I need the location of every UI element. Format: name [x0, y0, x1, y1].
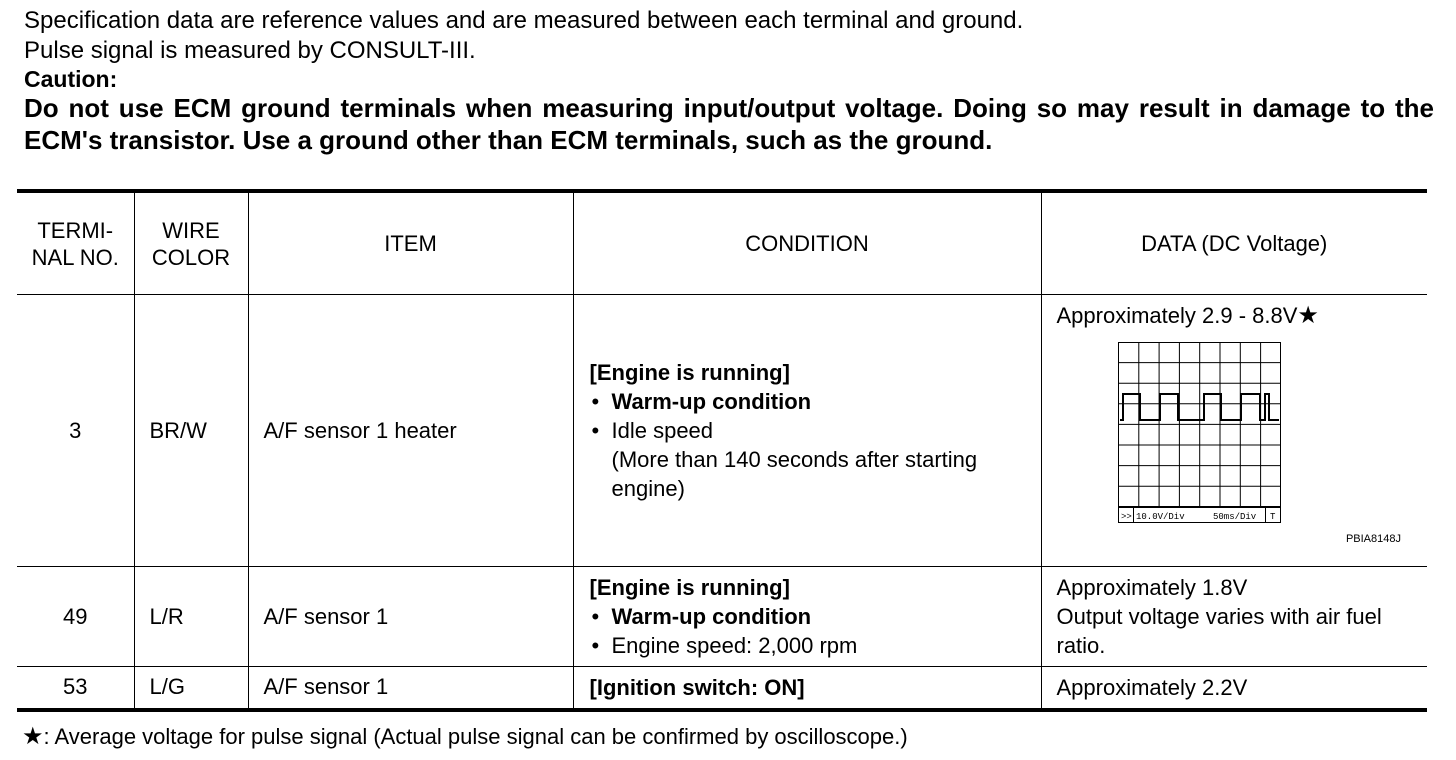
header-item: ITEM	[248, 191, 573, 295]
condition-head: [Engine is running]	[589, 575, 790, 600]
condition-bullet-note: (More than 140 seconds after starting engine)	[611, 447, 978, 501]
header-data: DATA (DC Voltage)	[1041, 191, 1427, 295]
condition-bullet: • Engine speed: 2,000 rpm	[590, 631, 1041, 660]
condition-bullet: • Warm-up condition	[590, 387, 1041, 416]
condition-head: [Engine is running]	[589, 360, 790, 385]
ecm-terminal-table	[17, 189, 1427, 712]
data-note: Output voltage varies with air fuel ratio.	[1056, 604, 1382, 658]
scope-left-label: >>	[1120, 512, 1132, 522]
data-value-text: Approximately 2.9 - 8.8V	[1056, 303, 1298, 328]
condition-head: [Ignition switch: ON]	[589, 674, 805, 700]
condition-bullet-text: Idle speed	[611, 418, 714, 443]
oscilloscope-figure	[1057, 330, 1428, 566]
cell-condition	[573, 667, 1041, 710]
cell-data	[1041, 567, 1427, 667]
header-condition: CONDITION	[573, 191, 1041, 295]
table-row	[17, 667, 1427, 710]
condition-bullet	[590, 416, 1041, 503]
table-row	[17, 295, 1427, 567]
cell-condition	[573, 295, 1041, 567]
cell-wire-color: L/R	[134, 567, 248, 667]
footnote-text: : Average voltage for pulse signal (Actual pulse signal can be confirmed by oscilloscope.)	[43, 724, 908, 749]
scope-volt-div: 10.0V/Div	[1135, 512, 1185, 522]
header-terminal-no: TERMI-NAL NO.	[17, 191, 134, 295]
scope-trigger: T	[1269, 512, 1275, 522]
scope-time-div: 50ms/Div	[1212, 512, 1256, 522]
star-icon: ★	[1297, 302, 1319, 329]
intro-line-consult: Pulse signal is measured by CONSULT-III.	[24, 37, 476, 64]
oscilloscope-waveform	[1118, 342, 1283, 524]
cell-item: A/F sensor 1	[248, 567, 573, 667]
cell-item: A/F sensor 1 heater	[248, 295, 573, 567]
data-value	[1057, 301, 1428, 330]
figure-reference-code: PBIA8148J	[1345, 533, 1401, 545]
caution-text: Do not use ECM ground terminals when measuring input/output voltage. Doing so may result in damage to the ECM's transistor. Use a ground other than ECM terminals, such as the ground.	[24, 93, 1434, 155]
table-row	[17, 567, 1427, 667]
caution-label: Caution:	[24, 66, 118, 92]
intro-notes	[24, 6, 1434, 156]
condition-bullet: • Warm-up condition	[590, 602, 1041, 631]
cell-wire-color: L/G	[134, 667, 248, 710]
cell-data: Approximately 2.2V	[1041, 667, 1427, 710]
footnote	[22, 722, 908, 751]
cell-item: A/F sensor 1	[248, 667, 573, 710]
data-value: Approximately 1.8V	[1056, 575, 1248, 600]
cell-terminal: 3	[17, 295, 134, 567]
star-icon: ★	[22, 723, 44, 750]
header-wire-color: WIRE COLOR	[134, 191, 248, 295]
cell-terminal: 49	[17, 567, 134, 667]
cell-data	[1041, 295, 1427, 567]
table-header-row	[17, 191, 1427, 295]
cell-condition	[573, 567, 1041, 667]
cell-wire-color: BR/W	[134, 295, 248, 567]
intro-line-reference: Specification data are reference values and are measured between each terminal and ground.	[24, 7, 1024, 34]
cell-terminal: 53	[17, 667, 134, 710]
